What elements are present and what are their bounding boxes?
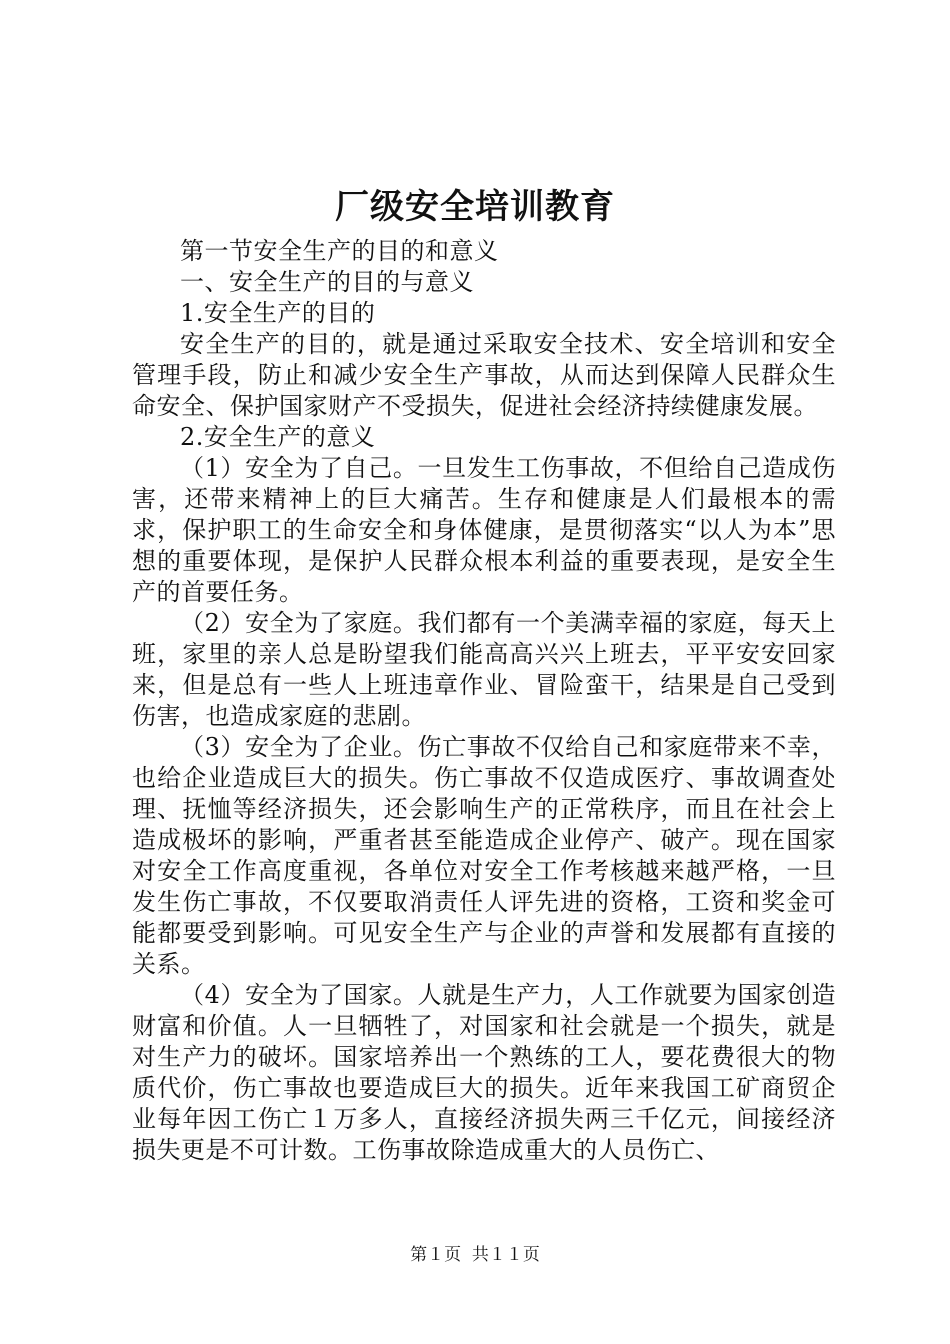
item-heading-significance: 2.安全生产的意义 — [180, 423, 376, 451]
item-heading-purpose: 1.安全生产的目的 — [180, 299, 376, 327]
paragraph-family: （2）安全为了家庭。我们都有一个美满幸福的家庭，每天上班，家里的亲人总是盼望我们能高高兴兴上班去，平平安安回家来，但是总有一些人上班违章作业、冒险蛮干，结果是自己受到伤害，也造成家庭的悲剧。 — [132, 609, 836, 730]
document-body — [132, 236, 836, 1166]
paragraph-self: （1）安全为了自己。一旦发生工伤事故，不但给自己造成伤害，还带来精神上的巨大痛苦。生存和健康是人们最根本的需求，保护职工的生命安全和身体健康，是贯彻落实“以人为本”思想的重要体现，是保护人民群众根本利益的重要表现，是安全生产的首要任务。 — [132, 454, 836, 606]
page-footer — [0, 1243, 950, 1267]
document-title: 厂级安全培训教育 — [335, 187, 615, 227]
section-heading: 第一节安全生产的目的和意义 — [180, 237, 499, 265]
paragraph-country: （4）安全为了国家。人就是生产力，人工作就要为国家创造财富和价值。人一旦牺牲了，对国家和社会就是一个损失，就是对生产力的破坏。国家培养出一个熟练的工人，要花费很大的物质代价，伤亡事故也要造成巨大的损失。近年来我国工矿商贸企业每年因工伤亡１万多人，直接经济损失两三千亿元，间接经济损失更是不可计数。工伤事故除造成重大的人员伤亡、 — [132, 981, 836, 1164]
page-number: 第１页 共１１页 — [410, 1245, 540, 1265]
subsection-heading: 一、安全生产的目的与意义 — [180, 268, 474, 296]
paragraph-purpose: 安全生产的目的，就是通过采取安全技术、安全培训和安全管理手段，防止和减少安全生产事故，从而达到保障人民群众生命安全、保护国家财产不受损失，促进社会经济持续健康发展。 — [132, 330, 836, 420]
paragraph-enterprise: （3）安全为了企业。伤亡事故不仅给自己和家庭带来不幸，也给企业造成巨大的损失。伤亡事故不仅造成医疗、事故调查处理、抚恤等经济损失，还会影响生产的正常秩序，而且在社会上造成极坏的影响，严重者甚至能造成企业停产、破产。现在国家对安全工作高度重视，各单位对安全工作考核越来越严格，一旦发生伤亡事故，不仅要取消责任人评先进的资格，工资和奖金可能都要受到影响。可见安全生产与企业的声誉和发展都有直接的关系。 — [132, 733, 836, 978]
